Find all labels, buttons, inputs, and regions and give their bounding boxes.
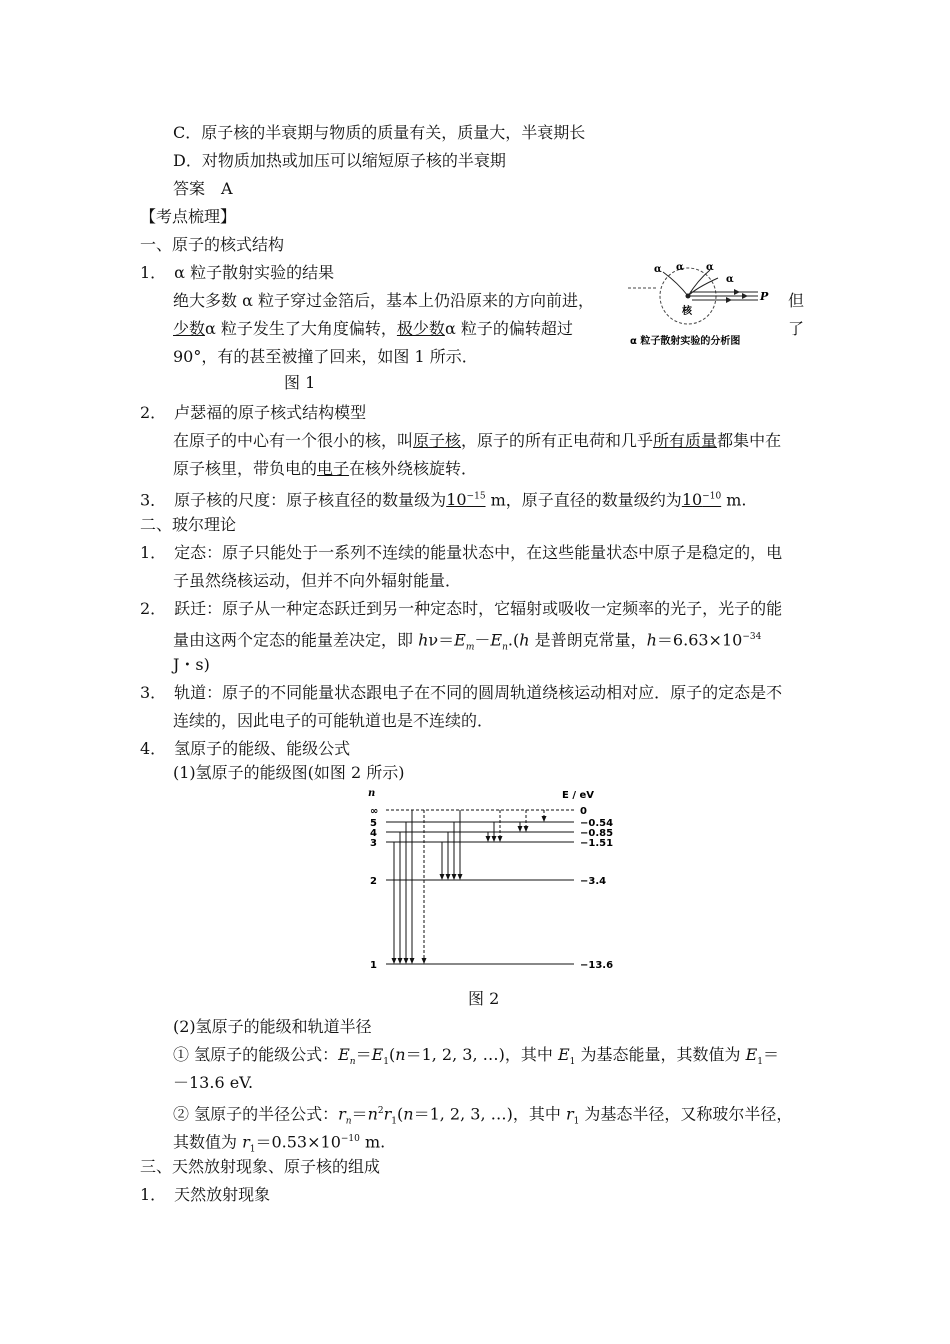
text: α 粒子发生了大角度偏转， bbox=[205, 319, 397, 338]
level-n-label: 4 bbox=[370, 828, 377, 839]
text: m，原子直径的数量级约为 bbox=[485, 490, 682, 510]
text: 原子核里，带负电的 bbox=[173, 459, 318, 478]
text: m. bbox=[721, 490, 747, 510]
text: 其数值为 bbox=[173, 1132, 243, 1152]
text: 为基态半径，又称玻尔半径， bbox=[579, 1104, 793, 1124]
underlined-nucleus: 原子核 bbox=[413, 431, 462, 450]
text: ＝0.53×10 bbox=[255, 1132, 341, 1152]
text: ，原子的所有正电荷和几乎 bbox=[461, 431, 654, 450]
sym-h: h bbox=[519, 630, 530, 650]
text: ＝6.63×10 bbox=[656, 630, 743, 650]
sym-n: n bbox=[502, 642, 508, 653]
text: ① 氢原子的能级公式： bbox=[173, 1045, 339, 1064]
sym: n bbox=[349, 1057, 356, 1068]
energy-level-lines bbox=[386, 810, 574, 964]
level-n-label: ∞ bbox=[370, 806, 379, 817]
option-c: C．原子核的半衰期与物质的质量有关，质量大，半衰期长 bbox=[173, 123, 586, 142]
sym: r bbox=[338, 1104, 346, 1124]
s2-item4-sub2: (2)氢原子的能级和轨道半径 bbox=[173, 1017, 372, 1036]
formula-energy-level bbox=[173, 1044, 779, 1073]
fig2-e-label: E / eV bbox=[562, 790, 594, 801]
s3-title: 三、天然放射现象、原子核的组成 bbox=[140, 1157, 381, 1176]
level-n-labels bbox=[370, 806, 378, 971]
text: ＝ bbox=[355, 1045, 372, 1064]
transition-arrowhead bbox=[398, 958, 403, 964]
transition-arrowhead bbox=[422, 958, 427, 964]
section-header: 【考点梳理】 bbox=[140, 207, 237, 226]
level-energy-label: −1.51 bbox=[580, 838, 614, 849]
level-energy-label: −3.4 bbox=[580, 876, 607, 887]
sub: 1 bbox=[383, 1057, 390, 1068]
s1-item1-line3: 90°，有的甚至被撞了回来，如图 1 所示． bbox=[173, 347, 478, 366]
s3-item1-title: 1． 天然放射现象 bbox=[140, 1185, 271, 1204]
transition-arrowhead bbox=[404, 958, 409, 964]
transition-arrowhead bbox=[542, 816, 547, 822]
sym-h: h bbox=[646, 630, 657, 650]
level-energy-label: −0.54 bbox=[580, 818, 614, 829]
fig2-caption: 图 2 bbox=[468, 989, 500, 1008]
fig1-title: α 粒子散射实验的分析图 bbox=[630, 336, 741, 347]
transition-arrowhead bbox=[452, 874, 457, 880]
fig1-nucleus: 核 bbox=[682, 306, 692, 317]
option-d: D．对物质加热或加压可以缩短原子核的半衰期 bbox=[173, 151, 506, 170]
atom-scale bbox=[682, 490, 721, 509]
sym: n bbox=[403, 1104, 414, 1124]
sup: 2 bbox=[377, 1106, 384, 1116]
transition-arrowhead bbox=[524, 826, 529, 832]
text: ＝1, 2, 3, …)，其中 bbox=[405, 1045, 558, 1064]
sym: r bbox=[383, 1104, 392, 1124]
transition-arrowhead bbox=[392, 958, 397, 964]
s1-item2-line1 bbox=[173, 430, 781, 452]
text: ( bbox=[397, 1104, 404, 1124]
s1-item1-line1: 绝大多数 α 粒子穿过金箔后，基本上仍沿原来的方向前进， bbox=[173, 291, 594, 310]
answer: 答案 A bbox=[173, 179, 233, 198]
text: 在原子的中心有一个很小的核，叫 bbox=[173, 431, 414, 450]
level-n-label: 3 bbox=[370, 838, 377, 849]
underlined-electron: 电子 bbox=[317, 459, 350, 478]
s2-item1-line1: 1． 定态：原子只能处于一系列不连续的能量状态中，在这些能量状态中原子是稳定的，电 bbox=[140, 543, 783, 562]
transition-arrowhead bbox=[440, 874, 445, 880]
text: 量由这两个定态的能量差决定，即 bbox=[173, 630, 419, 650]
transition-arrows bbox=[392, 810, 547, 964]
sym: E bbox=[745, 1045, 758, 1064]
level-energy-label: −13.6 bbox=[580, 960, 614, 971]
level-n-label: 1 bbox=[370, 960, 377, 971]
text: ( bbox=[389, 1045, 396, 1064]
underlined-few: 少数 bbox=[173, 319, 206, 338]
sym-h: h bbox=[418, 630, 429, 650]
level-energy-labels bbox=[580, 806, 613, 971]
text: .( bbox=[507, 630, 520, 650]
exp: −34 bbox=[742, 632, 762, 642]
text: ＝1, 2, 3, …)，其中 bbox=[413, 1104, 566, 1124]
exp: −10 bbox=[702, 492, 722, 502]
sym-m: m bbox=[465, 642, 475, 653]
sym: r bbox=[242, 1132, 250, 1152]
s2-item4-sub1: (1)氢原子的能级图(如图 2 所示) bbox=[173, 763, 405, 782]
s2-item2-line1: 2． 跃迁：原子从一种定态跃迁到另一种定态时，它辐射或吸收一定频率的光子，光子的能 bbox=[140, 599, 783, 618]
sym: E bbox=[371, 1045, 384, 1064]
s2-item2-line2 bbox=[173, 626, 761, 659]
transition-arrowhead bbox=[498, 836, 503, 842]
fig1-caption: 图 1 bbox=[284, 373, 316, 392]
s1-item3 bbox=[140, 486, 747, 511]
s2-title: 二、玻尔理论 bbox=[140, 515, 237, 534]
exp: −15 bbox=[466, 492, 486, 502]
s2-item1-line2: 子虽然绕核运动，但并不向外辐射能量． bbox=[173, 571, 462, 590]
s1-item1-line1-tail: 但 bbox=[788, 291, 805, 310]
nucleus-scale bbox=[446, 490, 485, 509]
text: α 粒子的偏转超过 bbox=[444, 319, 573, 338]
transition-arrowhead bbox=[458, 874, 463, 880]
underlined-all-mass: 所有质量 bbox=[653, 431, 718, 450]
text: ＝ bbox=[351, 1104, 368, 1124]
text: ν＝ bbox=[428, 630, 455, 650]
s1-title: 一、原子的核式结构 bbox=[140, 235, 285, 254]
text: 是普朗克常量， bbox=[529, 630, 647, 650]
fig1-alpha-4: α bbox=[726, 274, 734, 285]
sym: E bbox=[338, 1045, 350, 1064]
underlined-very-few: 极少数 bbox=[396, 319, 445, 338]
fig1-alpha-2: α bbox=[676, 262, 684, 273]
fig1-alpha-3: α bbox=[706, 262, 714, 273]
sym: n bbox=[345, 1116, 352, 1127]
s1-item2-line2 bbox=[173, 458, 477, 480]
transition-arrowhead bbox=[518, 826, 523, 832]
text: － bbox=[474, 630, 491, 650]
s1-item1-line2-tail: 了 bbox=[788, 319, 805, 338]
transition-arrowhead bbox=[410, 958, 415, 964]
transition-arrowhead bbox=[486, 836, 491, 842]
level-energy-label: 0 bbox=[580, 806, 587, 817]
exp: −10 bbox=[340, 1134, 360, 1144]
sym: r bbox=[565, 1104, 574, 1124]
alpha-scattering-figure bbox=[628, 258, 788, 350]
fig1-point-p: P bbox=[760, 290, 769, 303]
sub: 1 bbox=[569, 1057, 576, 1068]
level-energy-label: −0.85 bbox=[580, 828, 614, 839]
sym: E bbox=[557, 1045, 570, 1064]
level-n-label: 5 bbox=[370, 818, 377, 829]
sym: n bbox=[395, 1045, 406, 1064]
s2-item3-line1: 3． 轨道：原子的不同能量状态跟电子在不同的圆周轨道绕核运动相对应．原子的定态是不 bbox=[140, 683, 783, 702]
sub: 1 bbox=[573, 1116, 580, 1127]
hydrogen-energy-level-diagram bbox=[360, 786, 620, 982]
transition-arrowhead bbox=[492, 836, 497, 842]
sub: 1 bbox=[391, 1116, 397, 1127]
s2-item3-line2: 连续的，因此电子的可能轨道也是不连续的． bbox=[173, 711, 494, 730]
formula-energy-level-line2: －13.6 eV. bbox=[173, 1073, 254, 1092]
base: 10 bbox=[446, 490, 467, 510]
base: 10 bbox=[681, 490, 703, 510]
sym: n bbox=[367, 1104, 378, 1124]
text: 为基态能量，其数值为 bbox=[575, 1045, 746, 1064]
level-n-label: 2 bbox=[370, 876, 377, 887]
sub: 1 bbox=[249, 1144, 256, 1155]
s2-item4-title: 4． 氢原子的能级、能级公式 bbox=[140, 739, 351, 758]
text: 3． 原子核的尺度：原子核直径的数量级为 bbox=[140, 490, 447, 510]
sym-E: E bbox=[490, 630, 503, 650]
text: m. bbox=[359, 1132, 386, 1152]
s1-item1-title: 1． α 粒子散射实验的结果 bbox=[140, 263, 335, 282]
text: 在核外绕核旋转． bbox=[349, 459, 478, 478]
s2-item2-line3: J・s) bbox=[173, 655, 210, 674]
text: ＝ bbox=[763, 1045, 780, 1064]
s1-item1-line2 bbox=[173, 318, 573, 340]
text: ② 氢原子的半径公式： bbox=[173, 1104, 339, 1124]
sub: 1 bbox=[757, 1057, 763, 1068]
fig2-n-label: n bbox=[368, 788, 376, 799]
text: 都集中在 bbox=[717, 431, 782, 450]
sym-E: E bbox=[454, 630, 466, 650]
transition-arrowhead bbox=[446, 874, 451, 880]
fig1-alpha-1: α bbox=[654, 264, 662, 275]
s1-item2-title: 2． 卢瑟福的原子核式结构模型 bbox=[140, 403, 367, 422]
